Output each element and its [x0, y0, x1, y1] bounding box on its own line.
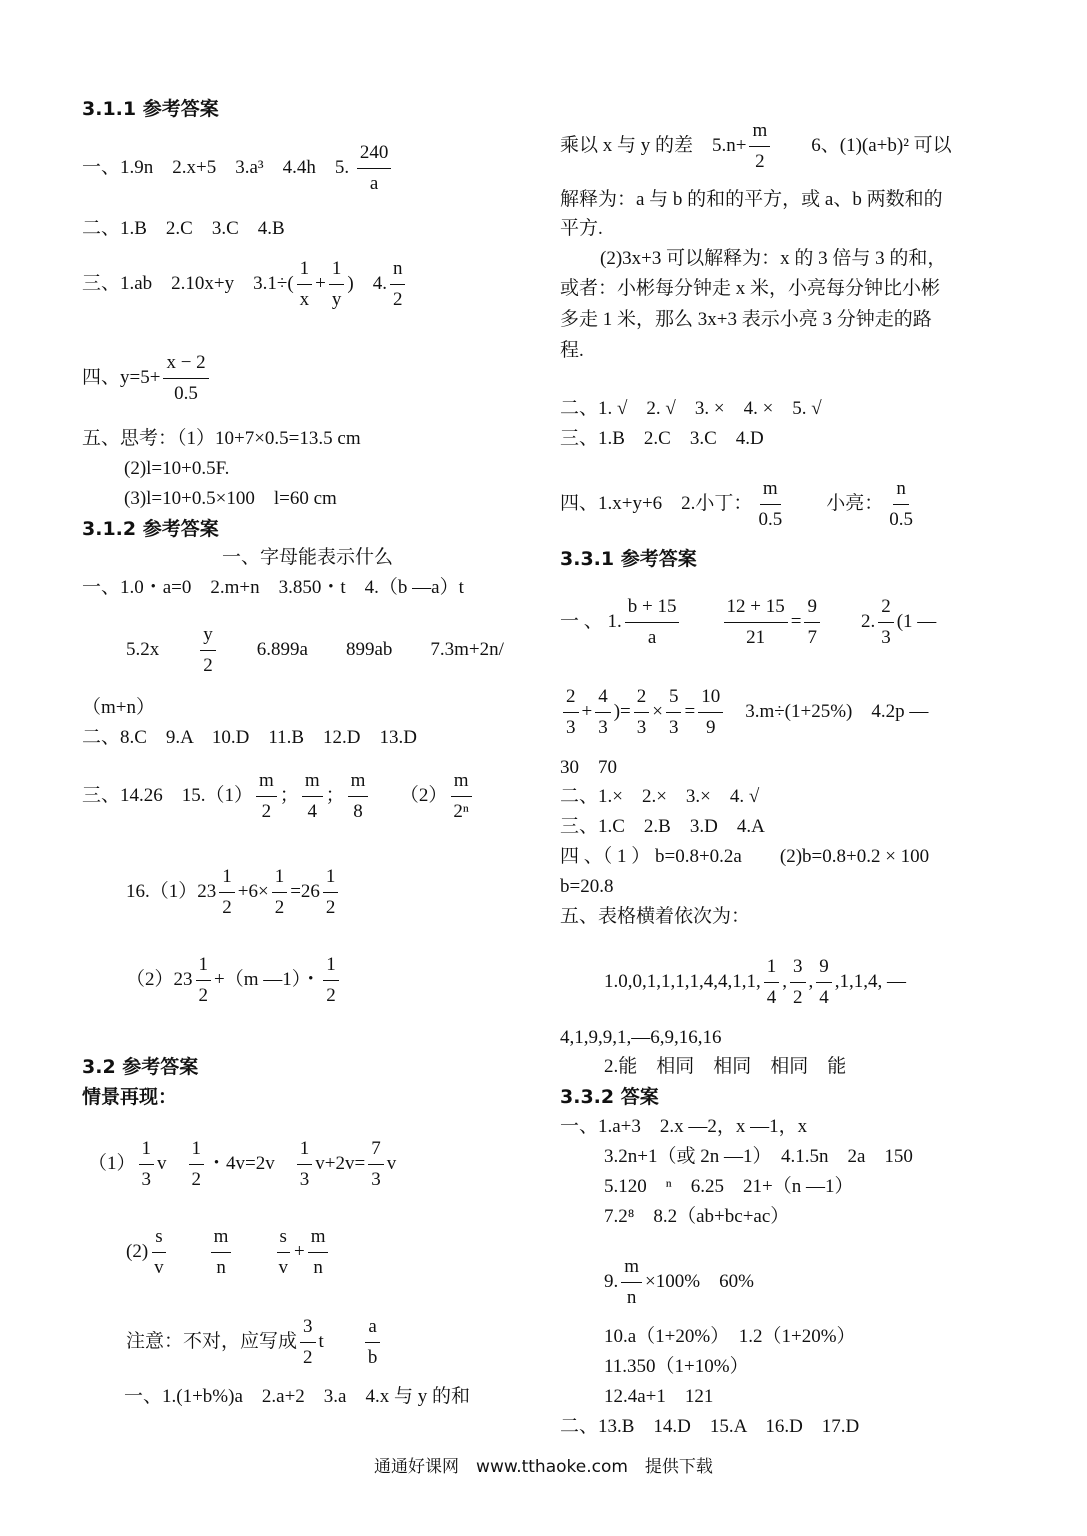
fraction: $\frac{m}{n}$ — [308, 1224, 329, 1281]
answer-line: $\frac{2}{3}$ + $\frac{4}{3}$ )= $\frac{2}{3}$ × $\frac{5}{3}$ = $\frac{10}{9}$ 3.m÷(1+25%) 4.2p — — [560, 684, 928, 741]
fraction: $\frac{3}{2}$ — [300, 1314, 316, 1371]
answer-line: b=20.8 — [560, 876, 614, 897]
section-subtitle: 一、字母能表示什么 — [222, 547, 394, 568]
fraction: $\frac{2}{3}$ — [563, 684, 579, 741]
answer-line: 三、1.C 2.B 3.D 4.A — [560, 816, 765, 837]
answer-line: （m+n） — [82, 697, 155, 718]
answer-line: 5.2x $\frac{y}{2}$ 6.899a 899ab 7.3m+2n/ — [126, 622, 504, 679]
answer-line: 三、14.26 15.（1） $\frac{m}{2}$ ； $\frac{m}{4}$ ； $\frac{m}{8}$ （2） $\frac{m}{\text{2ⁿ}}$ — [82, 768, 475, 825]
answer-line: 二、8.C 9.A 10.D 11.B 12.D 13.D — [82, 727, 417, 748]
answer-line: 三、1.B 2.C 3.C 4.D — [560, 428, 764, 449]
answer-line: 四、1.x+y+6 2.小丁： $\frac{m}{0.5}$ 小亮： $\frac{n}{0.5}$ — [560, 476, 919, 533]
fraction: $\frac{m}{2}$ — [256, 768, 277, 825]
answer-line: 程. — [560, 340, 584, 361]
answer-line: 注意：不对，应写成 $\frac{3}{2}$ t $\frac{a}{b}$ — [126, 1314, 383, 1371]
fraction: $\frac{m}{n}$ — [621, 1254, 642, 1311]
answer-line: 五、思考：（1）10+7×0.5=13.5 cm — [82, 428, 361, 449]
fraction: $\frac{1}{2}$ — [219, 864, 235, 921]
answer-line: 10.a（1+20%） 1.2（1+20%） — [604, 1326, 856, 1347]
fraction: $\frac{1}{3}$ — [297, 1136, 313, 1193]
fraction: $\frac{7}{3}$ — [368, 1136, 384, 1193]
fraction: $\frac{9}{7}$ — [804, 594, 820, 651]
fraction: $\frac{240}{a}$ — [357, 140, 392, 197]
fraction: $\frac{2}{3}$ — [634, 684, 650, 741]
answer-line: 一、1.(1+b%)a 2.a+2 3.a 4.x 与 y 的和 — [124, 1386, 470, 1407]
answer-line: 1.0,0,1,1,1,1,4,4,1,1, $\frac{1}{4}$ , $\frac{3}{2}$ , $\frac{9}{4}$ ,1,1,4, — — [604, 954, 906, 1011]
section-title-3-2: 3.2 参考答案 — [82, 1056, 199, 1078]
fraction: $\frac{10}{9}$ — [698, 684, 723, 741]
answer-line: 一 、 1. $\frac{b + 15}{a}$ $\frac{12 + 15}{21}$ = $\frac{9}{7}$ 2. $\frac{2}{3}$ (1 — — [560, 594, 936, 651]
fraction: $\frac{s}{v}$ — [278, 1226, 288, 1278]
answer-line: (2) $\frac{s}{v}$ $\frac{m}{n}$ $\frac{s}{v}$ + $\frac{m}{n}$ — [126, 1224, 331, 1281]
fraction: $\frac{m}{\text{2ⁿ}}$ — [450, 768, 471, 825]
answer-line: 30 70 — [560, 757, 618, 778]
fraction: $\frac{1}{y}$ — [329, 256, 345, 313]
answer-line: 乘以 x 与 y 的差 5.n+ $\frac{m}{2}$ 6、(1)(a+b)² 可以 — [560, 118, 952, 175]
answer-line: 16.（1）23 $\frac{1}{2}$ +6× $\frac{1}{2}$ =26 $\frac{1}{2}$ — [126, 864, 341, 921]
fraction: $\frac{n}{2}$ — [390, 256, 406, 313]
answer-line: 四 、（ 1 ） b=0.8+0.2a (2)b=0.8+0.2 × 100 — [560, 846, 930, 867]
answer-line: 三、1.ab 2.10x+y 3.1÷( $\frac{1}{x}$ + $\frac{1}{y}$ ) 4. $\frac{n}{2}$ — [82, 256, 408, 313]
answer-line: 二、1.× 2.× 3.× 4. √ — [560, 786, 760, 807]
answer-line: (2)l=10+0.5F. — [124, 458, 230, 479]
answer-line: 一、1.0・a=0 2.m+n 3.850・t 4.（b —a）t — [82, 577, 464, 598]
answer-line: 平方. — [560, 218, 603, 239]
fraction: $\frac{1}{4}$ — [764, 954, 780, 1011]
fraction: $\frac{1}{2}$ — [196, 952, 212, 1009]
answer-line: 或者：小彬每分钟走 x 米，小亮每分钟比小彬 — [560, 278, 941, 299]
fraction: $\frac{1}{3}$ — [139, 1136, 155, 1193]
answer-line: 二、1. √ 2. √ 3. × 4. × 5. √ — [560, 398, 822, 419]
section-title-3-3-2: 3.3.2 答案 — [560, 1086, 659, 1108]
fraction: $\frac{1}{2}$ — [189, 1136, 205, 1193]
answer-line: 3.2n+1（或 2n —1） 4.1.5n 2a 150 — [604, 1146, 913, 1167]
answer-line: （2）23 $\frac{1}{2}$ +（m —1）・ $\frac{1}{2}$ — [126, 952, 342, 1009]
fraction: $\frac{9}{4}$ — [816, 954, 832, 1011]
answer-line: 二、1.B 2.C 3.C 4.B — [82, 218, 285, 239]
fraction: $\frac{m}{2}$ — [749, 118, 770, 175]
answer-line: 多走 1 米，那么 3x+3 表示小亮 3 分钟走的路 — [560, 309, 932, 330]
answer-line: 四、y=5+ $\frac{x - 2}{0.5}$ — [82, 350, 212, 407]
answer-line: 12.4a+1 121 — [604, 1386, 714, 1407]
section-title-3-1-2: 3.1.2 参考答案 — [82, 518, 219, 540]
fraction: $\frac{1}{2}$ — [323, 864, 339, 921]
answer-line: 2.能 相同 相同 相同 能 — [604, 1056, 847, 1077]
answer-line: 11.350（1+10%） — [604, 1356, 749, 1377]
fraction: $\frac{b + 15}{a}$ — [625, 594, 680, 651]
answer-line: 5.120 ⁿ 6.25 21+（n —1） — [604, 1176, 854, 1197]
page-footer: 通通好课网 www.tthaoke.com 提供下载 — [374, 1457, 713, 1477]
fraction: $\frac{n}{0.5}$ — [889, 478, 913, 530]
answer-line: 五、表格横着依次为： — [560, 906, 751, 927]
answer-line: 二、13.B 14.D 15.A 16.D 17.D — [560, 1416, 860, 1437]
answer-line: 解释为：a 与 b 的和的平方，或 a、b 两数和的 — [560, 189, 943, 210]
fraction: $\frac{2}{3}$ — [878, 594, 894, 651]
answer-line: 9. $\frac{m}{n}$ ×100% 60% — [604, 1254, 754, 1311]
fraction: $\frac{1}{2}$ — [323, 952, 339, 1009]
fraction: $\frac{m}{0.5}$ — [758, 478, 783, 530]
answer-line: 4,1,9,9,1,—6,9,16,16 — [560, 1027, 722, 1048]
answer-line: （1） $\frac{1}{3}$ v $\frac{1}{2}$ ・4v=2v $\frac{1}{3}$ v+2v= $\frac{7}{3}$ v — [88, 1136, 396, 1193]
fraction: $\frac{a}{b}$ — [365, 1314, 381, 1371]
fraction: $\frac{1}{x}$ — [297, 256, 313, 313]
section-subtitle: 情景再现： — [82, 1086, 178, 1108]
fraction: $\frac{5}{3}$ — [666, 684, 682, 741]
fraction: $\frac{x - 2}{0.5}$ — [163, 350, 208, 407]
fraction: $\frac{12 + 15}{21}$ — [724, 594, 788, 651]
fraction: $\frac{m}{8}$ — [348, 768, 369, 825]
fraction: $\frac{s}{v}$ — [154, 1226, 164, 1278]
fraction: $\frac{3}{2}$ — [790, 954, 806, 1011]
fraction: $\frac{y}{2}$ — [200, 622, 216, 679]
section-title-3-1-1: 3.1.1 参考答案 — [82, 98, 219, 120]
fraction: $\frac{m}{4}$ — [302, 768, 323, 825]
answer-line: 一、1.9n 2.x+5 3.a³ 4.4h 5. $\frac{240}{a}$ — [82, 140, 394, 197]
answer-line: 一、1.a+3 2.x —2，x —1，x — [560, 1116, 808, 1137]
fraction: $\frac{m}{n}$ — [211, 1224, 232, 1281]
answer-line: 7.2⁸ 8.2（ab+bc+ac） — [604, 1206, 790, 1227]
fraction: $\frac{1}{2}$ — [272, 864, 288, 921]
answer-line: (3)l=10+0.5×100 l=60 cm — [124, 488, 337, 509]
answer-line: (2)3x+3 可以解释为：x 的 3 倍与 3 的和， — [600, 248, 947, 269]
section-title-3-3-1: 3.3.1 参考答案 — [560, 548, 697, 570]
fraction: $\frac{4}{3}$ — [595, 684, 611, 741]
